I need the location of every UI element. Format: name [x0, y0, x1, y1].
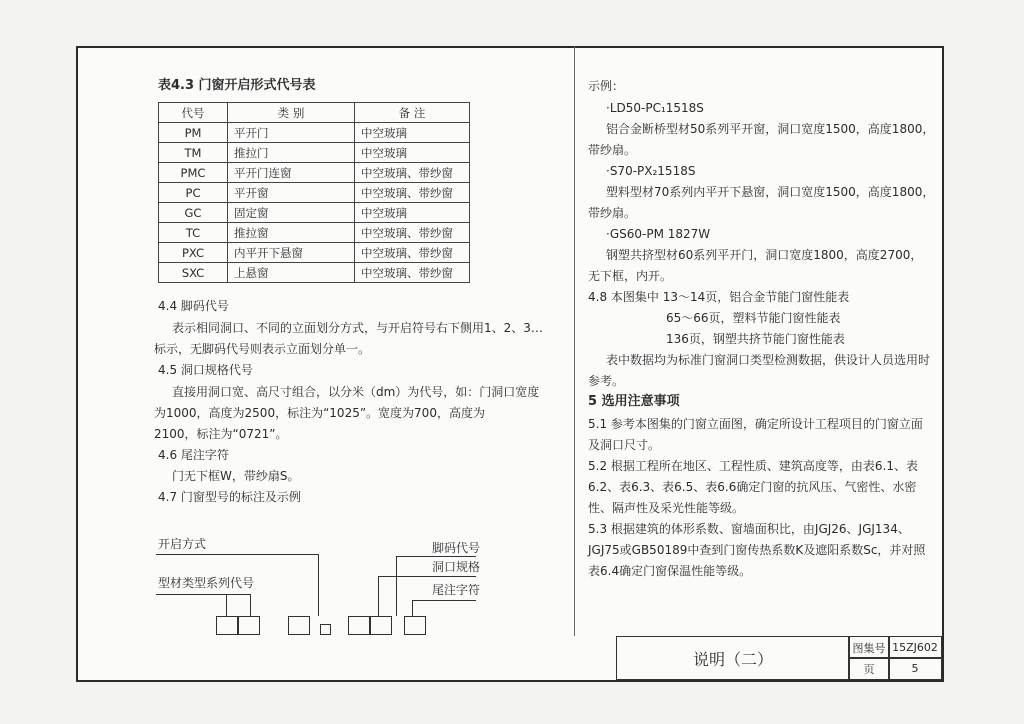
- header-remark: 备 注: [355, 103, 470, 123]
- notation-box-small: [320, 624, 331, 635]
- cell-code: PM: [159, 123, 228, 143]
- cell-remark: 中空玻璃: [355, 143, 470, 163]
- example-heading: 示例：: [588, 79, 625, 93]
- example-code: ·LD50-PC₁1518S: [606, 101, 704, 115]
- leader-line: [156, 554, 318, 555]
- s46-heading: 4.6 尾注字符: [158, 448, 229, 462]
- notation-box: [216, 616, 238, 635]
- leader-line: [396, 556, 476, 557]
- example-line: 无下框，内开。: [588, 269, 673, 283]
- notation-box: [288, 616, 310, 635]
- table-row: [159, 223, 470, 243]
- cell-category: 上悬窗: [228, 263, 355, 283]
- example-line: 带纱扇。: [588, 206, 637, 220]
- example-line: 铝合金断桥型材50系列平开窗，洞口宽度1500，高度1800，: [606, 122, 935, 136]
- cell-remark: 中空玻璃、带纱窗: [355, 263, 470, 283]
- atlas-number: 15ZJ602: [888, 636, 942, 659]
- example-line: 带纱扇。: [588, 143, 637, 157]
- s51-line: 及洞口尺寸。: [588, 438, 661, 452]
- table-row: [159, 143, 470, 163]
- notation-box: [404, 616, 426, 635]
- table-row: [159, 263, 470, 283]
- s48-line: 136页，钢塑共挤节能门窗性能表: [666, 332, 845, 346]
- cell-remark: 中空玻璃、带纱窗: [355, 243, 470, 263]
- atlas-label: 图集号: [848, 636, 890, 659]
- s46-line: 门无下框W，带纱扇S。: [172, 469, 300, 483]
- leader-line: [378, 576, 379, 616]
- s53-line: 表6.4确定门窗保温性能等级。: [588, 564, 752, 578]
- cell-remark: 中空玻璃、带纱窗: [355, 163, 470, 183]
- cell-code: PC: [159, 183, 228, 203]
- leader-line: [226, 594, 227, 616]
- cell-code: GC: [159, 203, 228, 223]
- opening-code-table: [158, 102, 470, 283]
- label-profile-code: 型材类型系列代号: [158, 576, 255, 590]
- s45-line: 2100，标注为“0721”。: [154, 427, 288, 441]
- table-row: [159, 123, 470, 143]
- cell-category: 平开窗: [228, 183, 355, 203]
- cell-remark: 中空玻璃、带纱窗: [355, 223, 470, 243]
- s48-note: 表中数据均为标准门窗洞口类型检测数据，供设计人员选用时: [606, 353, 931, 367]
- s53-line: JGJ75或GB50189中查到门窗传热系数K及遮阳系数Sc，并对照: [588, 543, 926, 557]
- table-row: [159, 183, 470, 203]
- leader-line: [250, 594, 251, 616]
- s44-line: 表示相同洞口、不同的立面划分方式，与开启符号右下侧用1、2、3…: [172, 321, 543, 335]
- page-number: 5: [888, 657, 942, 680]
- example-line: 钢塑共挤型材60系列平开门，洞口宽度1800，高度2700，: [606, 248, 923, 262]
- cell-code: TC: [159, 223, 228, 243]
- cell-category: 内平开下悬窗: [228, 243, 355, 263]
- s52-line: 6.2、表6.3、表6.5、表6.6确定门窗的抗风压、气密性、水密: [588, 480, 917, 494]
- label-opening-spec: 洞口规格: [432, 560, 481, 574]
- table-header-row: [159, 103, 470, 123]
- cell-category: 平开门连窗: [228, 163, 355, 183]
- table-row: [159, 203, 470, 223]
- cell-code: TM: [159, 143, 228, 163]
- leader-line: [156, 594, 250, 595]
- s48-line: 4.8 本图集中 13～14页，铝合金节能门窗性能表: [588, 290, 850, 304]
- leader-line: [378, 576, 476, 577]
- page-label: 页: [848, 657, 890, 680]
- cell-category: 平开门: [228, 123, 355, 143]
- cell-category: 推拉门: [228, 143, 355, 163]
- table-row: [159, 163, 470, 183]
- label-open-mode: 开启方式: [158, 537, 207, 551]
- cell-remark: 中空玻璃、带纱窗: [355, 183, 470, 203]
- leader-line: [412, 600, 476, 601]
- s45-line: 直接用洞口宽、高尺寸组合，以分米（dm）为代号，如：门洞口宽度: [172, 385, 540, 399]
- notation-box: [370, 616, 392, 635]
- cell-category: 推拉窗: [228, 223, 355, 243]
- cell-remark: 中空玻璃: [355, 123, 470, 143]
- notation-box: [238, 616, 260, 635]
- s5-heading: 5 选用注意事项: [588, 394, 680, 409]
- s44-heading: 4.4 脚码代号: [158, 299, 229, 313]
- sheet-title: 说明（二）: [616, 636, 850, 680]
- s52-line: 性、隔声性及采光性能等级。: [588, 501, 745, 515]
- table-row: [159, 243, 470, 263]
- s53-line: 5.3 根据建筑的体形系数、窗墙面积比，由JGJ26、JGJ134、: [588, 522, 910, 536]
- leader-line: [396, 556, 397, 616]
- s48-note: 参考。: [588, 374, 625, 388]
- label-foot-code: 脚码代号: [432, 541, 481, 555]
- s45-heading: 4.5 洞口规格代号: [158, 363, 253, 377]
- cell-code: SXC: [159, 263, 228, 283]
- s47-heading: 4.7 门窗型号的标注及示例: [158, 490, 301, 504]
- header-category: 类 别: [228, 103, 355, 123]
- s44-line: 标示，无脚码代号则表示立面划分单一。: [154, 342, 371, 356]
- label-tail-char: 尾注字符: [432, 583, 481, 597]
- s52-line: 5.2 根据工程所在地区、工程性质、建筑高度等，由表6.1、表: [588, 459, 918, 473]
- table-caption: 表4.3 门窗开启形式代号表: [158, 78, 316, 93]
- column-divider: [574, 46, 575, 636]
- example-code: ·GS60-PM 1827W: [606, 227, 711, 241]
- header-code: 代号: [159, 103, 228, 123]
- cell-category: 固定窗: [228, 203, 355, 223]
- leader-line: [318, 554, 319, 616]
- leader-line: [412, 600, 413, 616]
- cell-code: PXC: [159, 243, 228, 263]
- s45-line: 为1000，高度为2500，标注为“1025”。宽度为700，高度为: [154, 406, 485, 420]
- cell-remark: 中空玻璃: [355, 203, 470, 223]
- cell-code: PMC: [159, 163, 228, 183]
- example-line: 塑料型材70系列内平开下悬窗，洞口宽度1500，高度1800，: [606, 185, 935, 199]
- s51-line: 5.1 参考本图集的门窗立面图，确定所设计工程项目的门窗立面: [588, 417, 923, 431]
- notation-box: [348, 616, 370, 635]
- example-code: ·S70-PX₂1518S: [606, 164, 696, 178]
- s48-line: 65～66页，塑料节能门窗性能表: [666, 311, 841, 325]
